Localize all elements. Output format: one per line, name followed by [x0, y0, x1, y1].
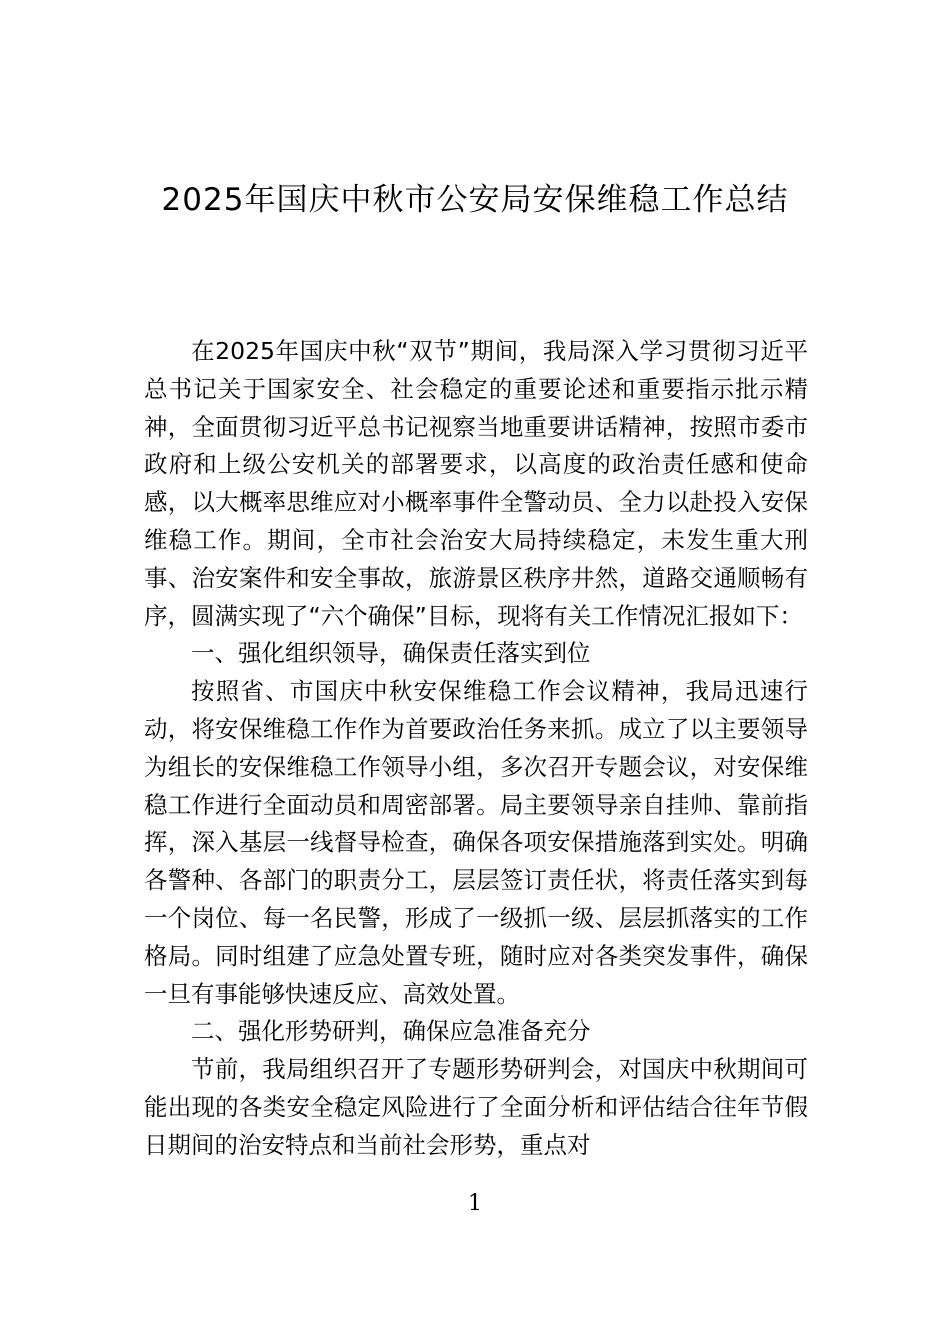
document-title: 2025年国庆中秋市公安局安保维稳工作总结	[161, 182, 789, 218]
document-body	[144, 333, 808, 1165]
section-1-heading: 一、强化组织领导，确保责任落实到位	[191, 639, 591, 668]
page-number: 1	[468, 1191, 482, 1216]
intro-paragraph: 在2025年国庆中秋“双节”期间，我局深入学习贯彻习近平总书记关于国家安全、社会稳定的重要论述和重要指示批示精神，全面贯彻习近平总书记视察当地重要讲话精神，按照市委市政府和上级公安机关的部署要求，以高度的政治责任感和使命感，以大概率思维应对小概率事件全警动员、全力以赴投入安保维稳工作。期间，全市社会治安大局持续稳定，未发生重大刑事、治安案件和安全事故，旅游景区秩序井然，道路交通顺畅有序，圆满实现了“六个确保”目标，现将有关工作情况汇报如下：	[144, 337, 808, 630]
section-2-heading: 二、强化形势研判，确保应急准备充分	[191, 1017, 591, 1046]
section-1-paragraph: 按照省、市国庆中秋安保维稳工作会议精神，我局迅速行动，将安保维稳工作作为首要政治任务来抓。成立了以主要领导为组长的安保维稳工作领导小组，多次召开专题会议，对安保维稳工作进行全面动员和周密部署。局主要领导亲自挂帅、靠前指挥，深入基层一线督导检查，确保各项安保措施落到实处。明确各警种、各部门的职责分工，层层签订责任状，将责任落实到每一个岗位、每一名民警，形成了一级抓一级、层层抓落实的工作格局。同时组建了应急处置专班，随时应对各类突发事件，确保一旦有事能够快速反应、高效处置。	[144, 677, 808, 1008]
section-2-paragraph: 节前，我局组织召开了专题形势研判会，对国庆中秋期间可能出现的各类安全稳定风险进行了全面分析和评估结合往年节假日期间的治安特点和当前社会形势，重点对	[144, 1055, 808, 1159]
